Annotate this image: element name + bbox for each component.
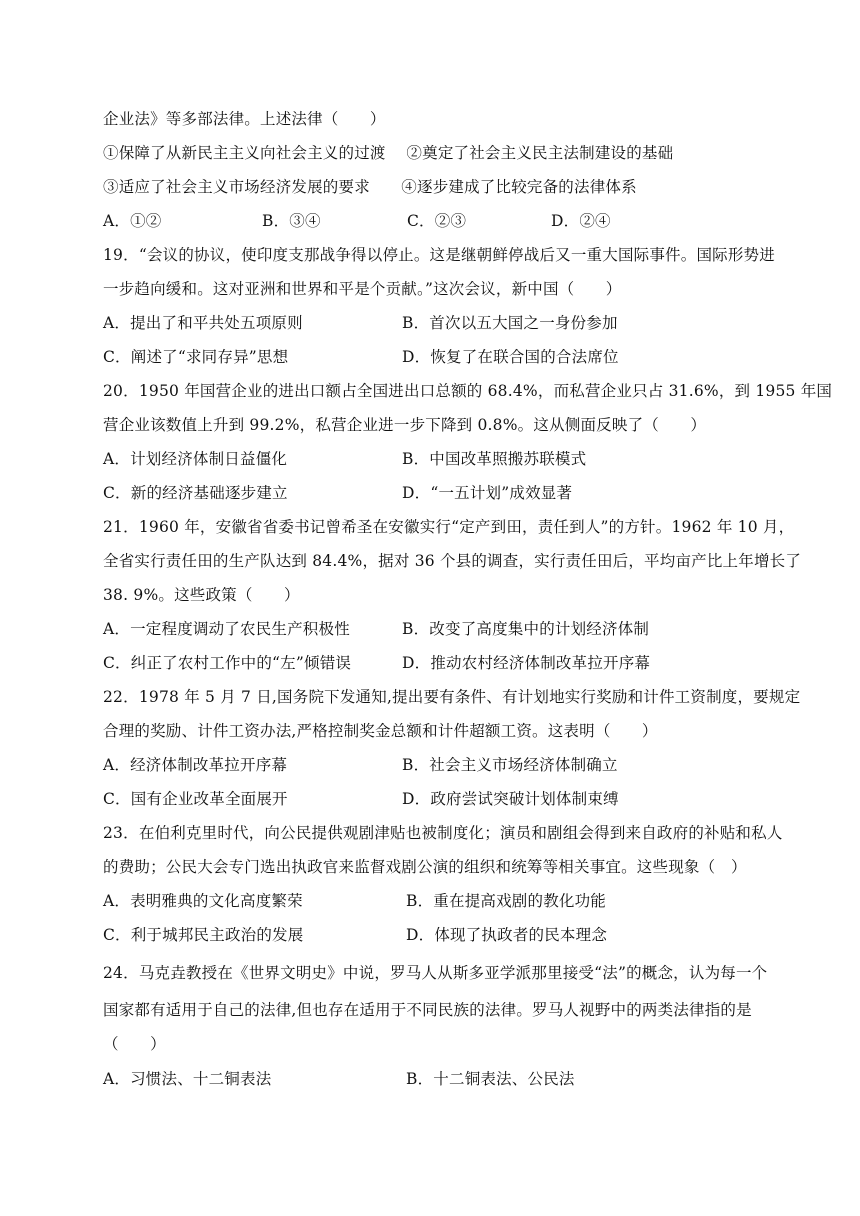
q21-option-b: B．改变了高度集中的计划经济体制 — [402, 620, 650, 638]
q24-option-a: A．习惯法、十二铜表法 — [103, 1070, 272, 1088]
q24-option-b: B．十二铜表法、公民法 — [406, 1070, 575, 1088]
q21-stem-line2: 全省实行责任田的生产队达到 84.4%，据对 36 个县的调查，实行责任田后，平均亩产比上年增长了 — [103, 552, 802, 570]
q20-option-c: C．新的经济基础逐步建立 — [103, 484, 288, 502]
q18-items-row1: ①保障了从新民主主义向社会主义的过渡 ②奠定了社会主义民主法制建设的基础 — [103, 144, 674, 162]
q22-option-a: A．经济体制改革拉开序幕 — [103, 756, 288, 774]
q22-option-c: C．国有企业改革全面展开 — [103, 790, 288, 808]
q18-option-a: A．①② — [103, 212, 162, 230]
q23-option-a: A．表明雅典的文化高度繁荣 — [103, 892, 303, 910]
q20-stem-line1: 20．1950 年国营企业的进出口额占全国进出口总额的 68.4%，而私营企业只占 31.6%，到 1955 年国 — [103, 382, 833, 400]
q23-option-b: B．重在提高戏剧的教化功能 — [406, 892, 606, 910]
q21-option-c: C．纠正了农村工作中的“左”倾错误 — [103, 654, 352, 672]
q19-stem-line2: 一步趋向缓和。这对亚洲和世界和平是个贡献。”这次会议，新中国（ ） — [103, 280, 622, 298]
q24-stem-line3: （ ） — [103, 1035, 166, 1053]
q23-stem-line2: 的费助；公民大会专门选出执政官来监督戏剧公演的组织和统筹等相关事宜。这些现象（ ） — [103, 858, 747, 876]
q20-option-a: A．计划经济体制日益僵化 — [103, 450, 288, 468]
q20-option-d: D．“一五计划”成效显著 — [402, 484, 573, 502]
q22-option-b: B．社会主义市场经济体制确立 — [402, 756, 618, 774]
q20-option-b: B．中国改革照搬苏联模式 — [402, 450, 587, 468]
q19-option-c: C．阐述了“求同存异”思想 — [103, 348, 289, 366]
q21-stem-line1: 21．1960 年，安徽省省委书记曾希圣在安徽实行“定产到田，责任到人”的方针。1962 年 10 月， — [103, 518, 795, 536]
q23-option-d: D．体现了执政者的民本理念 — [406, 926, 608, 944]
q18-option-b: B．③④ — [262, 212, 321, 230]
q19-option-b: B．首次以五大国之一身份参加 — [402, 314, 618, 332]
q22-stem-line1: 22．1978 年 5 月 7 日,国务院下发通知,提出要有条件、有计划地实行奖励和计件工资制度，要规定 — [103, 688, 801, 706]
q24-stem-line2: 国家都有适用于自己的法律,但也存在适用于不同民族的法律。罗马人视野中的两类法律指的是 — [103, 1001, 752, 1019]
q22-stem-line2: 合理的奖励、计件工资办法,严格控制奖金总额和计件超额工资。这表明（ ） — [103, 722, 658, 740]
q19-stem-line1: 19．“会议的协议，使印度支那战争得以停止。这是继朝鲜停战后又一重大国际事件。国际形势进 — [103, 246, 775, 264]
q22-option-d: D．政府尝试突破计划体制束缚 — [402, 790, 619, 808]
q19-option-a: A．提出了和平共处五项原则 — [103, 314, 303, 332]
q18-option-c: C．②③ — [407, 212, 467, 230]
q24-stem-line1: 24．马克垚教授在《世界文明史》中说，罗马人从斯多亚学派那里接受“法”的概念，认为每一个 — [103, 964, 768, 982]
q21-stem-line3: 38. 9%。这些政策（ ） — [103, 586, 300, 604]
q20-stem-line2: 营企业该数值上升到 99.2%，私营企业进一步下降到 0.8%。这从侧面反映了（ ） — [103, 416, 707, 434]
q21-option-a: A．一定程度调动了农民生产积极性 — [103, 620, 350, 638]
q18-option-d: D．②④ — [551, 212, 611, 230]
q19-option-d: D．恢复了在联合国的合法席位 — [402, 348, 619, 366]
q18-items-row2: ③适应了社会主义市场经济发展的要求 ④逐步建成了比较完备的法律体系 — [103, 178, 637, 196]
q18-stem-tail: 企业法》等多部法律。上述法律（ ） — [103, 110, 386, 128]
q21-option-d: D．推动农村经济体制改革拉开序幕 — [402, 654, 651, 672]
q23-stem-line1: 23．在伯利克里时代，向公民提供观剧津贴也被制度化；演员和剧组会得到来自政府的补贴和私人 — [103, 824, 783, 842]
q23-option-c: C．利于城邦民主政治的发展 — [103, 926, 304, 944]
